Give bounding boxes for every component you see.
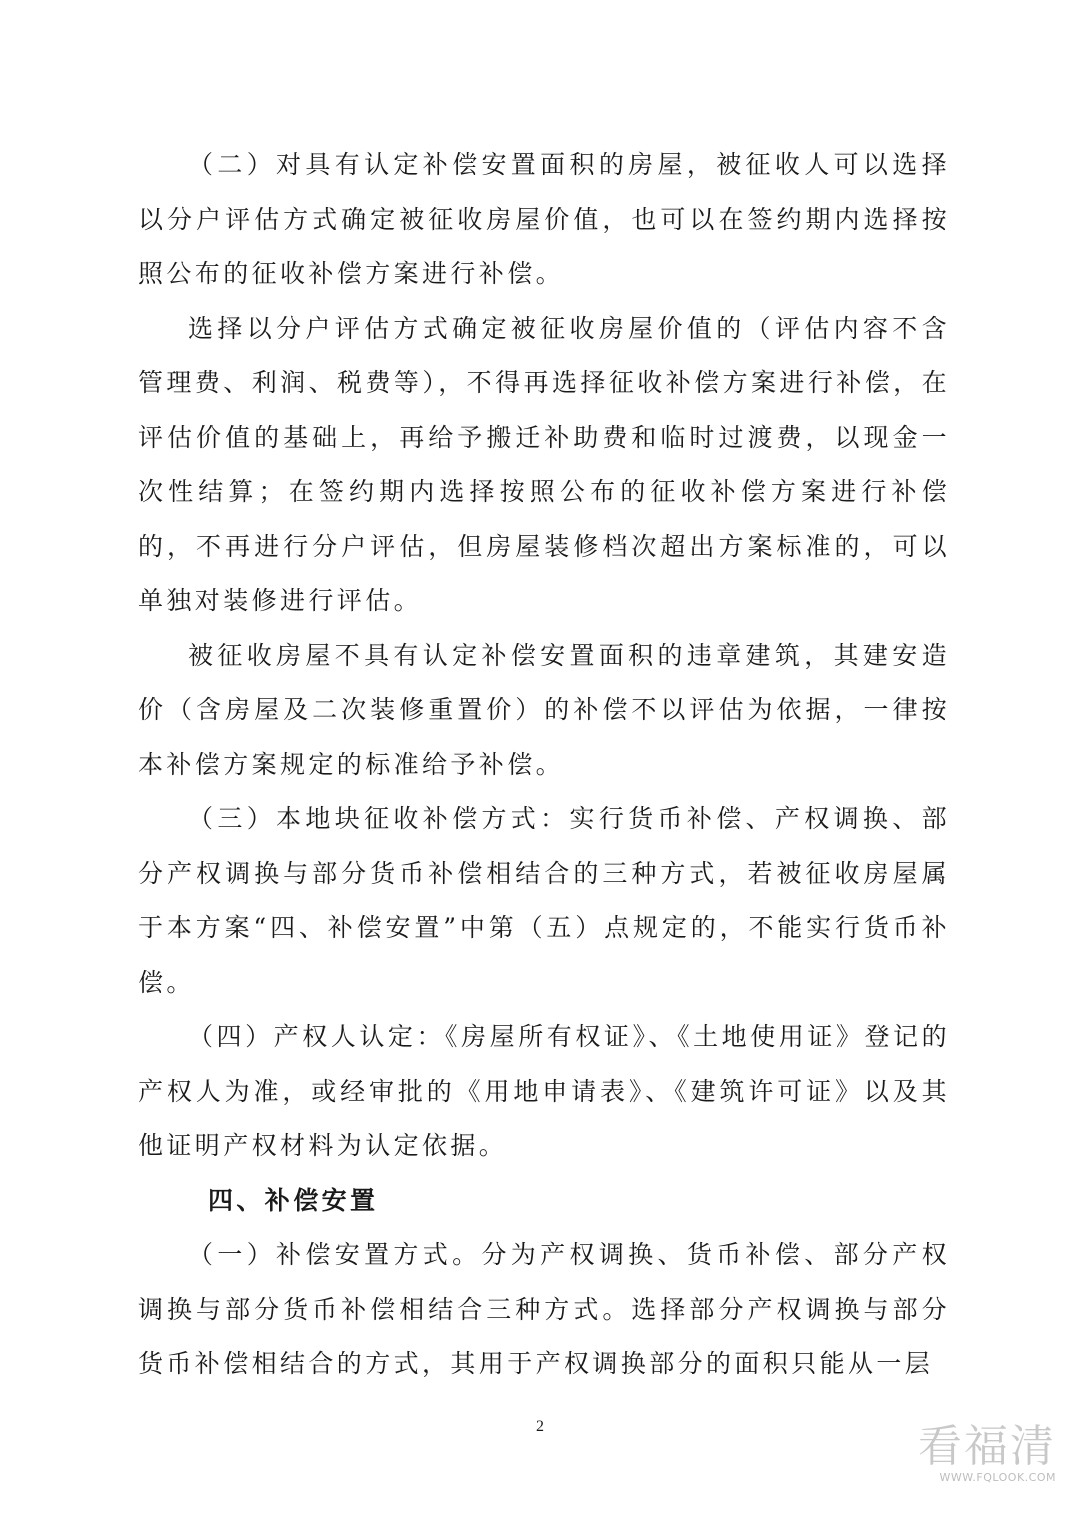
paragraph-compensation-method: （一）补偿安置方式。分为产权调换、货币补偿、部分产权调换与部分货币补偿相结合三种方式。选择部分产权调换与部分货币补偿相结合的方式，其用于产权调换部分的面积只能从一层 [138, 1240, 950, 1378]
watermark [918, 1423, 1056, 1484]
paragraph-appraisal-option: 选择以分户评估方式确定被征收房屋价值的（评估内容不含管理费、利润、税费等），不得再选择征收补偿方案进行补偿，在评估价值的基础上，再给予搬迁补助费和临时过渡费，以现金一次性结算；在签约期内选择按照公布的征收补偿方案进行补偿的，不再进行分户评估，但房屋装修档次超出方案标准的，可以单独对装修进行评估。 [138, 313, 950, 615]
section-heading: 四、补偿安置 [208, 1185, 379, 1215]
document-body [138, 138, 950, 1392]
page-number: 2 [536, 1418, 544, 1435]
watermark-logo: 看福清 [918, 1421, 1056, 1472]
paragraph-3-section: （三）本地块征收补偿方式：实行货币补偿、产权调换、部分产权调换与部分货币补偿相结合的三种方式，若被征收房屋属于本方案“四、补偿安置”中第（五）点规定的，不能实行货币补偿。 [138, 804, 950, 997]
paragraph-2-section: （二）对具有认定补偿安置面积的房屋，被征收人可以选择以分户评估方式确定被征收房屋价值，也可以在签约期内选择按照公布的征收补偿方案进行补偿。 [138, 150, 950, 288]
paragraph-illegal-building: 被征收房屋不具有认定补偿安置面积的违章建筑，其建安造价（含房屋及二次装修重置价）的补偿不以评估为依据，一律按本补偿方案规定的标准给予补偿。 [138, 640, 950, 779]
paragraph-4-section: （四）产权人认定：《房屋所有权证》、《土地使用证》登记的产权人为准，或经审批的《用地申请表》、《建筑许可证》以及其他证明产权材料为认定依据。 [138, 1022, 950, 1160]
watermark-url: WWW.FQLOOK.COM [939, 1471, 1056, 1484]
